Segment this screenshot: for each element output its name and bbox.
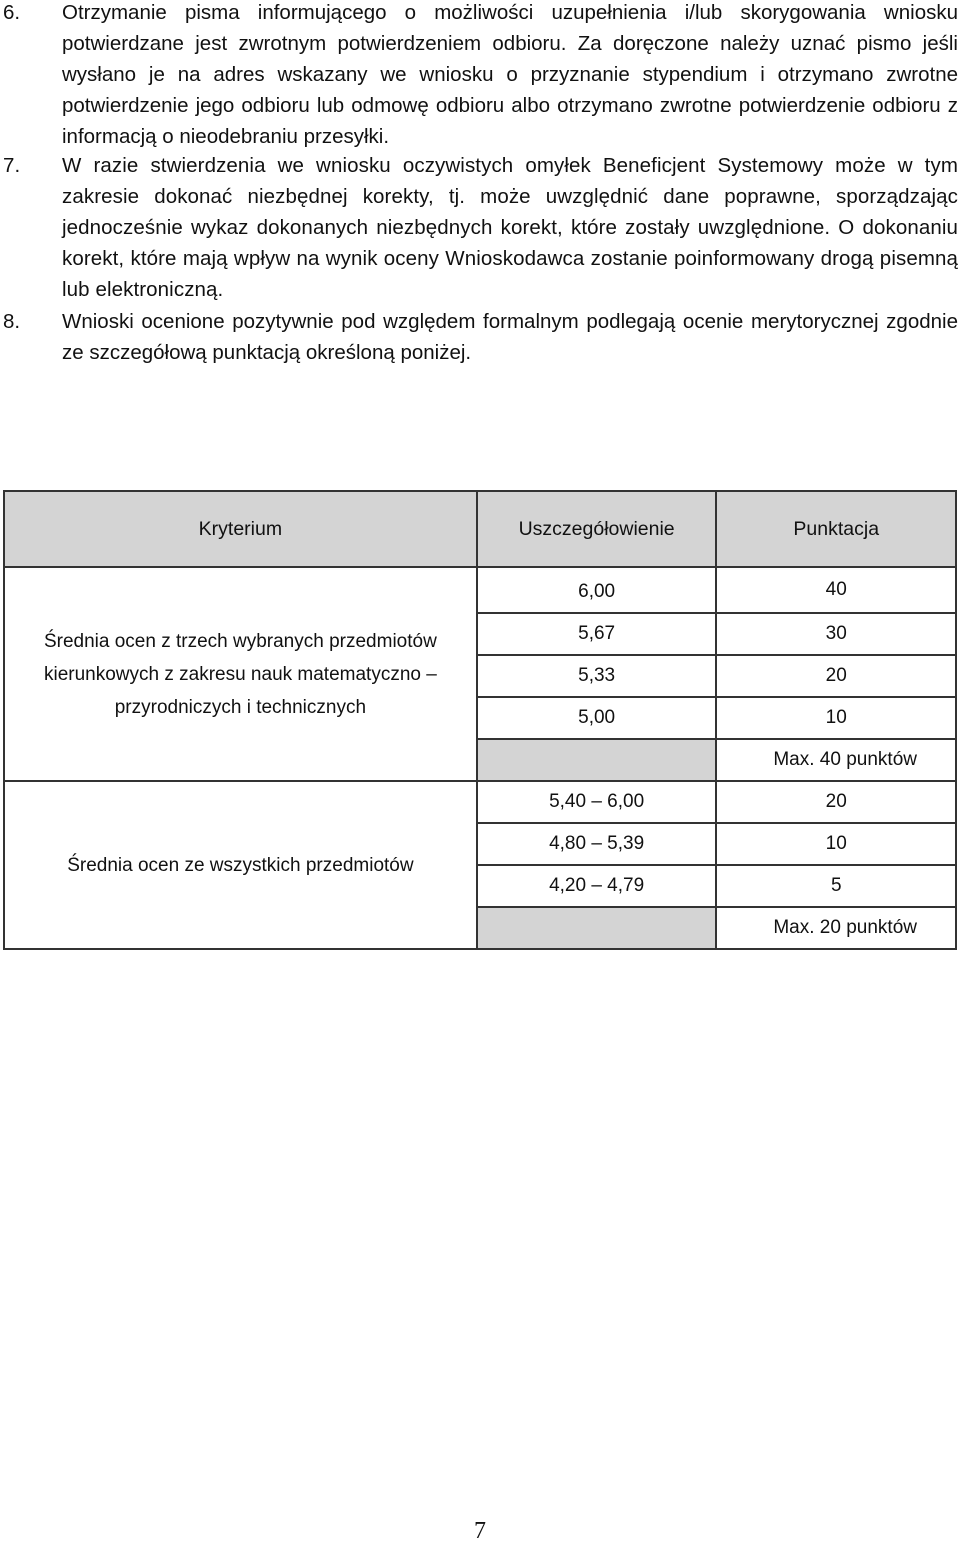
empty-gray-cell (477, 907, 717, 949)
points-cell: 20 (716, 781, 956, 823)
criterion-cell: Średnia ocen z trzech wybranych przedmiotów kierunkowych z zakresu nauk matematyczno – przyrodniczych i technicznych (4, 567, 477, 781)
header-points: Punktacja (716, 491, 956, 567)
page-number: 7 (474, 1518, 486, 1544)
paragraph-7 (0, 150, 958, 305)
paragraph-number: 8. (3, 310, 21, 333)
max-points-cell: Max. 20 punktów (716, 907, 956, 949)
header-criterion: Kryterium (4, 491, 477, 567)
empty-gray-cell (477, 739, 717, 781)
points-cell: 30 (716, 613, 956, 655)
table-row (4, 567, 956, 613)
detail-cell: 5,40 – 6,00 (477, 781, 717, 823)
paragraph-text: W razie stwierdzenia we wniosku oczywistych omyłek Beneficjent Systemowy może w tym zakresie dokonać niezbędnej korekty, tj. może uwzględnić dane poprawne, sporządzając jednocześnie wykaz dokonanych niezbędnych korekt, które zostały uwzględnione. O dokonaniu korekt, które mają wpływ na wynik oceny Wnioskodawca zostanie poinformowany drogą pisemną lub elektroniczną. (62, 154, 958, 301)
points-cell: 20 (716, 655, 956, 697)
detail-cell: 4,80 – 5,39 (477, 823, 717, 865)
paragraph-number: 7. (3, 154, 21, 177)
paragraph-8 (0, 306, 958, 368)
detail-cell: 4,20 – 4,79 (477, 865, 717, 907)
paragraph-text: Otrzymanie pisma informującego o możliwości uzupełnienia i/lub skorygowania wniosku potwierdzane jest zwrotnym potwierdzeniem odbioru. Za doręczone należy uznać pismo jeśli wysłano je na adres wskazany we wniosku o przyznanie stypendium i otrzymano zwrotne potwierdzenie jego odbioru lub odmowę odbioru albo otrzymano zwrotne potwierdzenie odbioru z informacją o nieodebraniu przesyłki. (62, 1, 958, 148)
detail-cell: 6,00 (477, 567, 717, 613)
paragraph-6 (0, 0, 958, 152)
points-cell: 40 (716, 567, 956, 613)
paragraph-number: 6. (3, 1, 21, 24)
table-header-row (4, 491, 956, 567)
paragraph-text: Wnioski ocenione pozytywnie pod względem formalnym podlegają ocenie merytorycznej zgodnie ze szczegółową punktacją określoną poniżej. (62, 310, 958, 364)
detail-cell: 5,33 (477, 655, 717, 697)
points-cell: 5 (716, 865, 956, 907)
detail-cell: 5,67 (477, 613, 717, 655)
criterion-cell: Średnia ocen ze wszystkich przedmiotów (4, 781, 477, 949)
scoring-table (3, 490, 957, 950)
detail-cell: 5,00 (477, 697, 717, 739)
points-cell: 10 (716, 823, 956, 865)
max-points-cell: Max. 40 punktów (716, 739, 956, 781)
header-detail: Uszczegółowienie (477, 491, 717, 567)
points-cell: 10 (716, 697, 956, 739)
table-row (4, 781, 956, 823)
